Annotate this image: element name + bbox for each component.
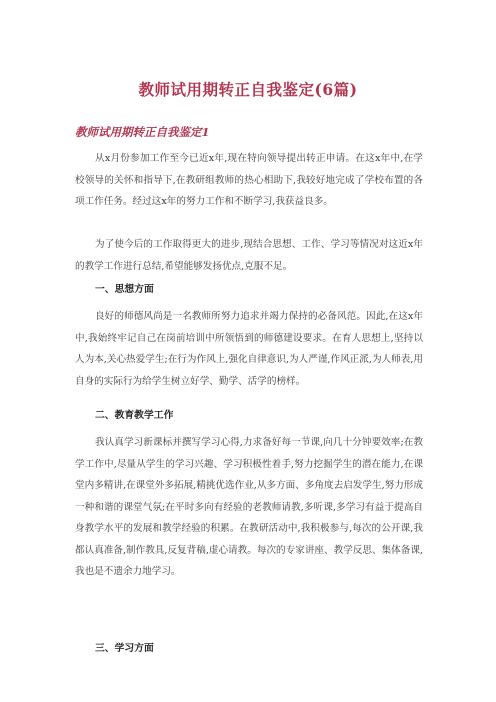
heading-thought: 一、思想方面: [95, 284, 154, 295]
section-title: 教师试用期转正自我鉴定1: [75, 125, 210, 139]
paragraph-teaching: 我认真学习新课标并撰写学习心得,力求备好每一节课,向几十分钟要效率;在教学工作中,尽量从学生的学习兴趣、学习积极性着手,努力挖掘学生的潜在能力,在课堂内多精讲,在课堂外多拓展,精挑优选作业,从多方面、多角度去启发学生,努力形成一种和谐的课堂气氛;在平时多向有经验的老教师请教,多听课,多学习有益于提高自身教学水平的发展和教学经验的积累。在教研活动中,我积极参与,每次的公开课,我都认真准备,制作教具,反复背稿,虚心请教。每次的专家讲座、教学反思、集体备课,我也是不遗余力地学习。: [75, 437, 423, 577]
paragraph-purpose: 为了使今后的工作取得更大的进步,现结合思想、工作、学习等情况对这近x年的教学工作进行总结,希望能够发扬优点,克服不足。: [75, 239, 423, 272]
paragraph-intro: 从x月份参加工作至今已近x年,现在特向领导提出转正申请。在这x年中,在学校领导的关怀和指导下,在教研组教师的热心相助下,我较好地完成了学校布置的各项工作任务。经过这x年的努力工作和不断学习,我获益良多。: [75, 153, 423, 207]
heading-teaching: 二、教育教学工作: [95, 410, 174, 421]
document-title: 教师试用期转正自我鉴定(6篇): [138, 80, 358, 99]
heading-study: 三、学习方面: [95, 643, 154, 654]
paragraph-thought: 良好的师德风尚是一名教师所努力追求并竭力保持的必备风范。因此,在这x年中,我始终牢记自己在岗前培训中所领悟到的师德建设要求。在育人思想上,坚持以人为本,关心热爱学生;在行为作风上,强化自律意识,为人严谨,作风正派,为人师表,用自身的实际行为给学生树立好学、勤学、活学的榜样。: [75, 311, 423, 387]
